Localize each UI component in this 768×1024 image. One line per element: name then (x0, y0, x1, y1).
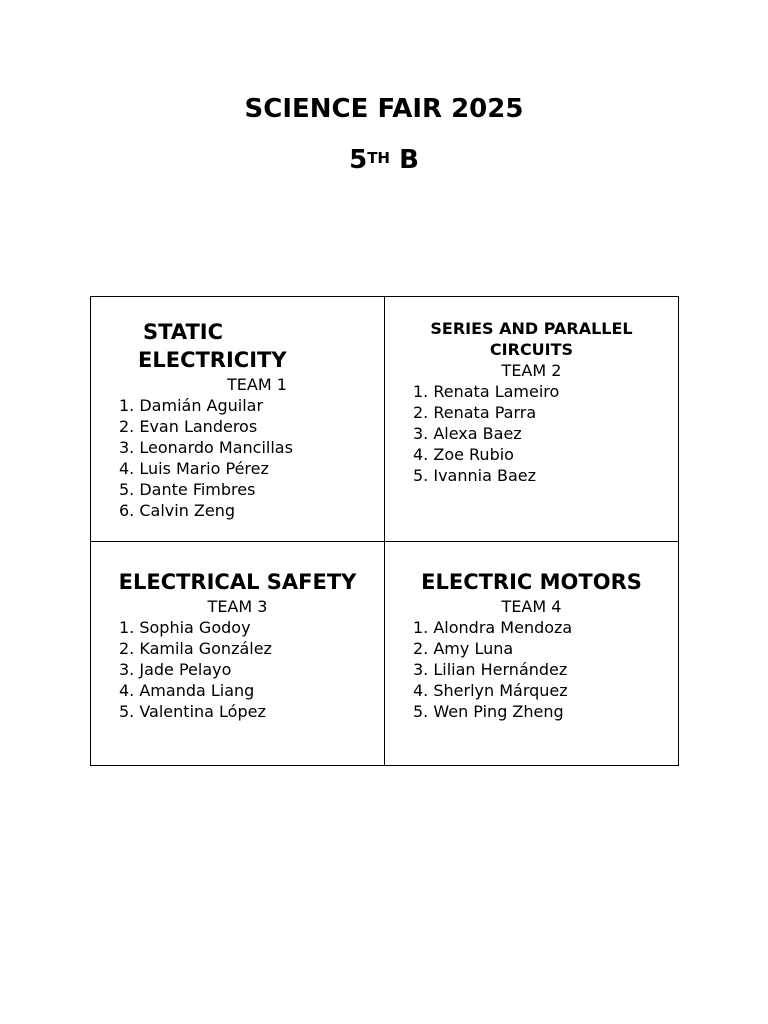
list-item: 4. Luis Mario Pérez (119, 459, 269, 478)
list-item: 2. Amy Luna (413, 639, 514, 658)
team-2-cell (385, 297, 679, 542)
list-item: 3. Leonardo Mancillas (119, 438, 293, 457)
list-item: 4. Zoe Rubio (413, 445, 514, 464)
team-1-label: TEAM 1 (227, 375, 287, 394)
list-item: 3. Jade Pelayo (119, 660, 232, 679)
list-item: 1. Renata Lameiro (413, 382, 560, 401)
page-title: SCIENCE FAIR 2025 (244, 94, 524, 124)
list-item: 1. Alondra Mendoza (413, 618, 573, 637)
list-item: 5. Wen Ping Zheng (413, 702, 564, 721)
team-3-topic: ELECTRICAL SAFETY (118, 570, 357, 594)
team-4-topic: ELECTRIC MOTORS (421, 570, 642, 594)
list-item: 6. Calvin Zeng (119, 501, 236, 520)
team-2-topic-line1: SERIES AND PARALLEL (430, 319, 633, 338)
team-1-cell (91, 297, 385, 542)
table-row (91, 542, 679, 766)
team-1-topic (91, 297, 384, 374)
team-3-members (91, 617, 384, 722)
teams-table (90, 296, 679, 766)
team-2-members (385, 381, 678, 486)
grade-letter: B (399, 145, 419, 175)
grade-number: 5 (349, 145, 368, 175)
list-item: 1. Sophia Godoy (119, 618, 251, 637)
team-1-topic-line2: ELECTRICITY (138, 348, 287, 372)
list-item: 4. Amanda Liang (119, 681, 255, 700)
team-4-label: TEAM 4 (501, 597, 562, 616)
list-item: 5. Dante Fimbres (119, 480, 256, 499)
team-2-topic (385, 297, 678, 360)
team-2-label: TEAM 2 (501, 361, 562, 380)
list-item: 5. Valentina López (119, 702, 266, 721)
team-3-label: TEAM 3 (207, 597, 268, 616)
list-item: 3. Lilian Hernández (413, 660, 568, 679)
grade-suffix: TH (367, 149, 390, 167)
list-item: 4. Sherlyn Márquez (413, 681, 568, 700)
list-item: 2. Evan Landeros (119, 417, 258, 436)
list-item: 2. Renata Parra (413, 403, 537, 422)
team-1-topic-line1: STATIC (143, 320, 223, 344)
team-4-members (385, 617, 678, 722)
list-item: 5. Ivannia Baez (413, 466, 536, 485)
team-1-members (91, 395, 384, 521)
team-2-topic-line2: CIRCUITS (489, 340, 574, 359)
list-item: 1. Damián Aguilar (119, 396, 264, 415)
team-3-cell (91, 542, 385, 766)
list-item: 2. Kamila González (119, 639, 272, 658)
list-item: 3. Alexa Baez (413, 424, 522, 443)
team-4-cell (385, 542, 679, 766)
table-row (91, 297, 679, 542)
grade-heading (0, 142, 768, 178)
